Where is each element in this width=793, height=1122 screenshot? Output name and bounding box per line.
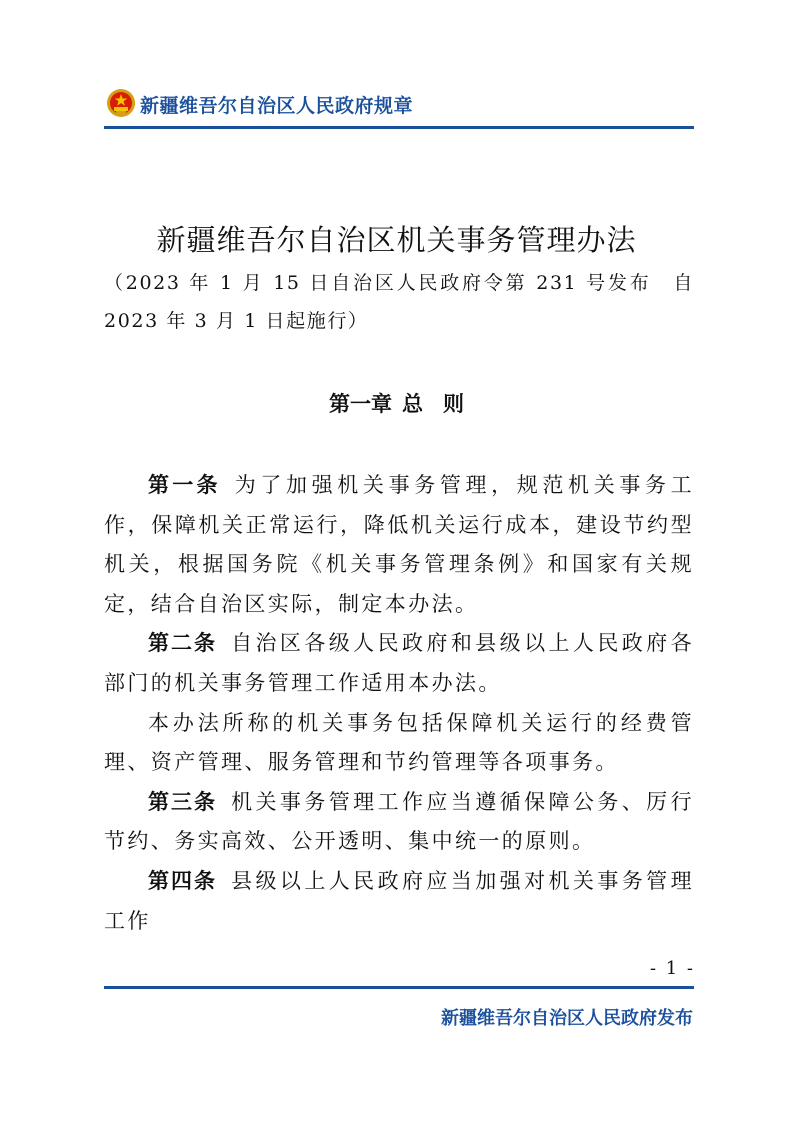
footer-divider: [104, 986, 694, 989]
article-text: 县级以上人民政府应当加强对机关事务管理工作: [104, 868, 694, 933]
article-paragraph: [104, 624, 694, 703]
article-label: 第三条: [148, 789, 218, 814]
article-label: 第二条: [148, 631, 218, 656]
document-body: [104, 466, 694, 941]
article-text: 本办法所称的机关事务包括保障机关运行的经费管理、资产管理、服务管理和节约管理等各项事务。: [104, 710, 694, 775]
national-emblem-icon: [106, 88, 136, 118]
header-title: 新疆维吾尔自治区人民政府规章: [140, 95, 414, 117]
article-paragraph: [104, 783, 694, 862]
page-number: - 1 -: [649, 958, 695, 979]
article-label: 第四条: [148, 868, 218, 893]
chapter-title-part: 则: [443, 392, 464, 416]
article-paragraph: [104, 466, 694, 624]
document-subtitle: （2023 年 1 月 15 日自治区人民政府令第 231 号发布 自 2023 年 3 月 1 日起施行）: [104, 272, 694, 332]
chapter-number: 第一章: [329, 392, 392, 416]
page-header: [104, 84, 694, 130]
article-paragraph: [104, 704, 694, 783]
document-title: 新疆维吾尔自治区机关事务管理办法: [156, 223, 637, 257]
article-label: 第一条: [148, 473, 221, 497]
article-text: 自治区各级人民政府和县级以上人民政府各部门的机关事务管理工作适用本办法。: [104, 631, 694, 695]
article-paragraph: [104, 862, 694, 941]
article-text: 为了加强机关事务管理，规范机关事务工作，保障机关正常运行，降低机关运行成本，建设节约型机关，根据国务院《机关事务管理条例》和国家有关规定，结合自治区实际，制定本办法。: [104, 473, 695, 616]
header-divider: [104, 126, 694, 129]
footer-publisher: 新疆维吾尔自治区人民政府发布: [441, 1008, 693, 1029]
article-text: 机关事务管理工作应当遵循保障公务、厉行节约、务实高效、公开透明、集中统一的原则。: [104, 789, 694, 854]
chapter-title-part: 总: [402, 392, 423, 416]
chapter-heading: [0, 388, 793, 418]
